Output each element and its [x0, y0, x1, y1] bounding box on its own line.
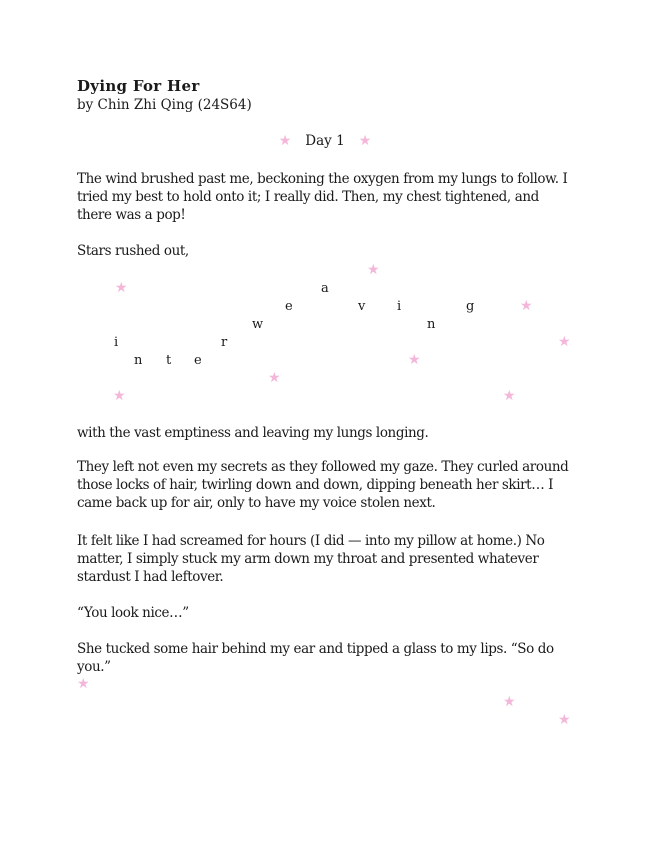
scattered-letter: i: [114, 335, 119, 350]
star-icon: ★: [77, 676, 90, 692]
scattered-letter: i: [397, 299, 402, 314]
star-icon: ★: [503, 694, 516, 710]
scattered-letter: e: [194, 353, 202, 368]
story-title: Dying For Her: [77, 77, 200, 95]
scattered-letter: t: [166, 353, 172, 368]
paragraph-2: Stars rushed out,: [77, 243, 189, 259]
day-label: Day 1: [305, 133, 345, 149]
star-icon: ★: [358, 133, 372, 149]
scattered-letter: n: [134, 353, 143, 368]
star-icon: ★: [278, 133, 292, 149]
scattered-letter: g: [466, 299, 475, 314]
author-byline: by Chin Zhi Qing (24S64): [77, 97, 252, 113]
day-heading: [0, 133, 650, 149]
star-icon: ★: [558, 334, 571, 350]
scattered-letter: w: [252, 317, 264, 332]
paragraph-5: It felt like I had screamed for hours (I did — into my pillow at home.) No matter, I simply stuck my arm down my throat and presented whatever stardust I had leftover.: [77, 533, 545, 585]
scattered-letter: n: [427, 317, 436, 332]
paragraph-7: She tucked some hair behind my ear and tipped a glass to my lips. “So do you.”: [77, 641, 554, 675]
star-icon: ★: [113, 388, 126, 404]
star-icon: ★: [367, 262, 380, 278]
star-icon: ★: [115, 280, 128, 296]
star-icon: ★: [408, 352, 421, 368]
scattered-letter: v: [358, 299, 366, 314]
star-icon: ★: [520, 298, 533, 314]
paragraph-3: with the vast emptiness and leaving my lungs longing.: [77, 425, 429, 441]
paragraph-1: The wind brushed past me, beckoning the oxygen from my lungs to follow. I tried my best to hold onto it; I really did. Then, my chest tightened, and there was a pop!: [77, 171, 568, 223]
paragraph-4: They left not even my secrets as they followed my gaze. They curled around those locks of hair, twirling down and down, dipping beneath her skirt… I came back up for air, only to have my voice stolen next.: [77, 459, 569, 511]
star-icon: ★: [558, 712, 571, 728]
scattered-letter: a: [321, 281, 329, 296]
star-icon: ★: [268, 370, 281, 386]
star-icon: ★: [503, 388, 516, 404]
scattered-letter: e: [285, 299, 293, 314]
paragraph-6: “You look nice…”: [77, 605, 189, 621]
scattered-letter: r: [221, 335, 228, 350]
